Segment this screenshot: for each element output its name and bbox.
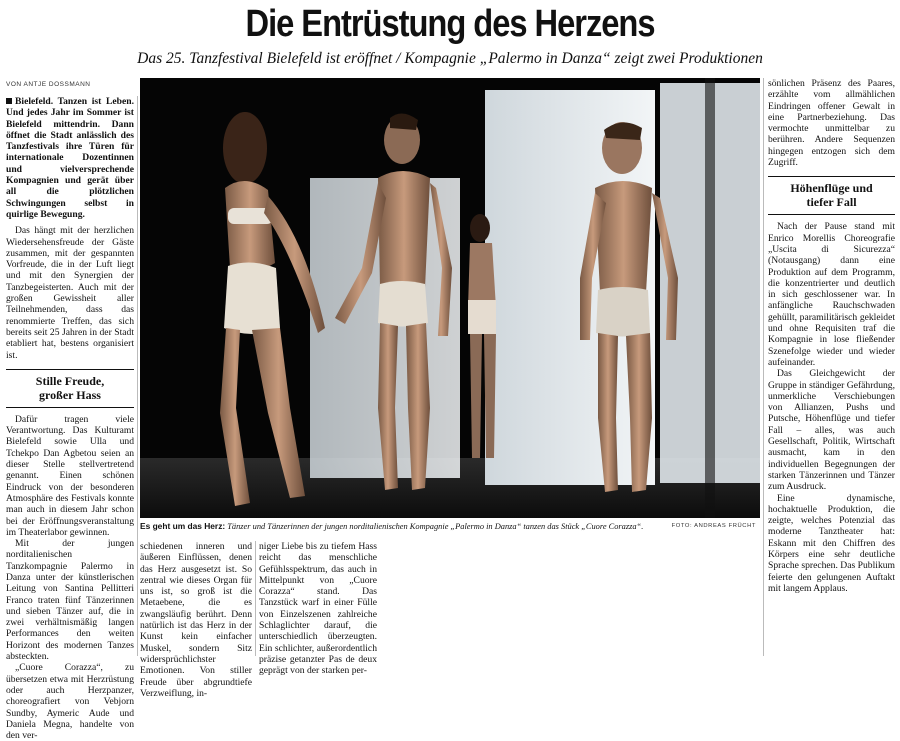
caption-text: Tänzer und Tänzerinnen der jungen norditalienischen Kompagnie „Palermo in Danza“ tanzen das Stück „Cuore Corazza“. [227,522,644,531]
paragraph: Eine dynamische, hochaktuelle Produktion, die zeigte, welches Potenzial das moderne Tanztheater hat: Eskann mit den Chiffren des Körpers eine sehr deutliche Sprache sprechen. Das Publikum feierte den gelungenen Auftakt mit langem Applaus. [768,492,895,594]
article-column-1 [6,96,134,741]
dance-photo [140,78,760,518]
subheadline: Das 25. Tanzfestival Bielefeld ist eröffnet / Kompagnie „Palermo in Danza“ zeigt zwei Produktionen [137,50,763,67]
paragraph: schiedenen inneren und äußeren Einflüssen, denen das Herz ausgesetzt ist. So zentral wie dieses Organ für uns ist, so groß ist die Metaebene, die es zwangsläufig berührt. Denn natürlich ist das Herz in der Kunst kein einfacher Muskel, sondern Sitz widersprüchlichster Emotionen. Von stiller Freude über abgrundtiefe Verzweiflung, in- [140,541,252,699]
paragraph: Das hängt mit der herzlichen Wiedersehensfreude der Gäste zusammen, mit der gespannten Vorfreude, die in der Luft liegt und mit den Synergien der Tanzbegeisterten. Auch mit der großen Gewissheit aller Teilnehmenden, dass das renommierte Treffen, das sich bereits seit 25 Jahren in der Stadt etabliert hat, bestens organisiert ist. [6,225,134,361]
photo-caption [140,521,760,532]
paragraph: Nach der Pause stand mit Enrico Morellis Choreografie „Uscita di Sicurezza“ (Notausgang) dann eine Produktion auf dem Programm, die konzentrierter und deutlich in sich geschlossener war. In anfängliche Rauchschwaden gehüllt, paramilitärisch gekleidet und ohne Requisiten traf die Kompagnie in lose fließender Szenefolge wieder und wieder aufeinander. [768,221,895,368]
section-subtitle [768,176,895,215]
paragraph: sönlichen Präsenz des Paares, erzählte vom allmählichen Eindringen offener Gewalt in eine Partnerbeziehung. Das vermochte unmittelbar zu berühren. Andere Sequenzen hingegen entzogen sich dem Zugriff. [768,78,895,169]
column-rule [137,96,138,656]
paragraph: Dafür tragen viele Verantwortung. Das Kulturamt Bielefeld sowie Ulla und Tchekpo Dan Agbetou seien an dieser Stelle stellvertretend genannt. Einen schönen Eindruck von der besonderen Atmosphäre des Festivals konnte man auch in diesem Jahr schon bei der Eröffnungsveranstaltung im Theaterlabor gewinnen. [6,413,134,538]
paragraph: Mit der jungen norditalienischen Tanzkompagnie Palermo in Danza unter der künstlerischen Leitung von Santina Pellitteri Franco traten fünf Tänzerinnen und sieben Tänzer auf, die in zwei verhältnismäßig langen Performances den weiten Horizont des modernen Tanzes absteckten. [6,538,134,663]
paragraph: „Cuore Corazza“, zu übersetzen etwa mit Herzrüstung oder auch Herzpanzer, choreografiert von Vebjorn Sundby, Aymeric Aude und Daniela Megna, handelte von den ver- [6,662,134,741]
photo-credit: FOTO: ANDREAS FRÜCHT [671,523,756,529]
square-bullet-icon [6,98,12,104]
headline: Die Entrüstung des Herzens [245,3,655,45]
column-rule [255,541,256,656]
paragraph: Das Gleichgewicht der Gruppe in ständiger Gefährdung, unmerkliche Verschiebungen von Allianzen, Pushs und Putsche, Höhenflüge und tiefer Fall – alles, was auch Gesellschaft, Politik, Wirtschaft ausmacht, kam in den individuellen Begegnungen der starken Tänzerinnen und Tänzer zum Ausdruck. [768,368,895,493]
article-lead [6,96,134,220]
byline: VON ANTJE DOSSMANN [6,81,91,88]
article-column-4 [768,78,895,594]
article-column-3 [259,541,377,677]
paragraph: niger Liebe bis zu tiefem Hass reicht das menschliche Gefühlsspektrum, das auch in Mittelpunkt von „Cuore Corazza“ stand. Das Tanzstück warf in einer Fülle von Einzelszenen zahlreiche Schlaglichter darauf, die unterschiedlich überzeugten. Ein schlichter, außerordentlich präzise getanzter Pas de deux geprägt von der starken per- [259,541,377,677]
subtitle-line: Stille Freude, [35,373,105,388]
dancers-illustration [140,78,760,518]
caption-bold: Es geht um das Herz: [140,521,226,531]
subtitle-line: tiefer Fall [806,195,857,210]
lead-text: Bielefeld. Tanzen ist Leben. Und jedes Jahr im Sommer ist Bielefeld mittendrin. Dann öffnet die Stadt anlässlich des Tanzfestivals ihre Türen für internationale Dozentinnen und vielversprechende Kompagnien und gerät über all die plötzlichen Schwingungen selbst in quirlige Bewegung. [6,96,134,220]
section-subtitle [6,369,134,408]
article-column-2 [140,541,252,699]
subtitle-line: Höhenflüge und [790,181,873,196]
subtitle-line: großer Hass [39,387,101,402]
column-rule [763,78,764,656]
